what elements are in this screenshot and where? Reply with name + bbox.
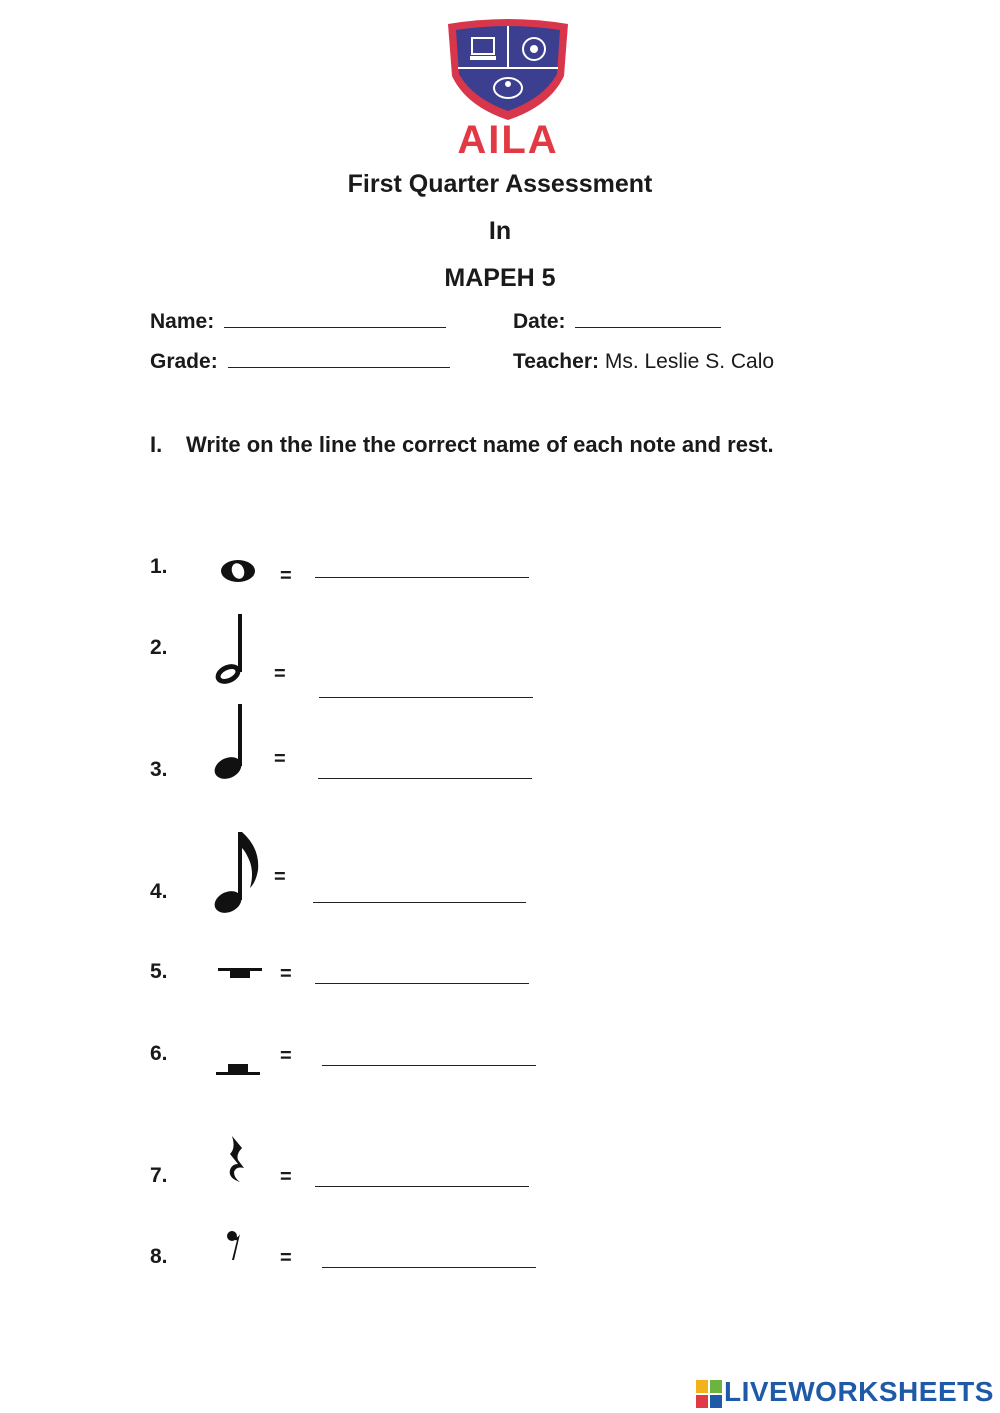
- liveworksheets-logo: [696, 1376, 996, 1412]
- answer-line[interactable]: [322, 1065, 536, 1066]
- item-number: 5.: [150, 960, 168, 983]
- answer-line[interactable]: [322, 1267, 536, 1268]
- equals-sign: =: [280, 565, 292, 587]
- item-number: 3.: [150, 758, 168, 781]
- whole-note-icon: [218, 558, 258, 584]
- liveworksheets-mark-icon: [696, 1380, 722, 1408]
- item-number: 2.: [150, 636, 168, 659]
- date-field: [513, 310, 721, 334]
- section-number: I.: [150, 432, 163, 457]
- crest-icon: [440, 18, 576, 122]
- item-number: 8.: [150, 1245, 168, 1268]
- date-input-line[interactable]: [575, 326, 721, 328]
- school-logo: [440, 18, 576, 162]
- date-label: Date:: [513, 310, 566, 333]
- equals-sign: =: [280, 1045, 292, 1067]
- footer-brand[interactable]: LIVEWORKSHEETS: [724, 1376, 994, 1407]
- teacher-value: Ms. Leslie S. Calo: [604, 350, 775, 373]
- grade-input-line[interactable]: [228, 366, 450, 368]
- item-number: 1.: [150, 555, 168, 578]
- equals-sign: =: [274, 748, 286, 770]
- equals-sign: =: [280, 1247, 292, 1269]
- eighth-rest-icon: [222, 1228, 246, 1262]
- item-number: 4.: [150, 880, 168, 903]
- half-note-icon: [210, 612, 250, 688]
- eighth-note-icon: [208, 830, 264, 918]
- teacher-label: Teacher:: [513, 350, 599, 373]
- equals-sign: =: [280, 963, 292, 985]
- quarter-rest-icon: [224, 1134, 250, 1184]
- logo-text: AILA: [457, 118, 559, 162]
- quarter-note-icon: [208, 702, 248, 782]
- equals-sign: =: [274, 866, 286, 888]
- answer-line[interactable]: [319, 697, 533, 698]
- teacher-field: [513, 350, 774, 374]
- page-subtitle: In: [488, 217, 512, 245]
- answer-line[interactable]: [315, 983, 529, 984]
- name-label: Name:: [150, 310, 215, 333]
- grade-field: [150, 350, 450, 374]
- name-input-line[interactable]: [224, 326, 446, 328]
- item-number: 6.: [150, 1042, 168, 1065]
- answer-line[interactable]: [318, 778, 532, 779]
- name-field: [150, 310, 446, 334]
- half-rest-icon: [214, 1060, 262, 1080]
- item-number: 7.: [150, 1164, 168, 1187]
- grade-label: Grade:: [150, 350, 218, 373]
- equals-sign: =: [280, 1166, 292, 1188]
- section-instruction: Write on the line the correct name of each note and rest.: [186, 432, 774, 457]
- page-title: First Quarter Assessment: [347, 170, 653, 198]
- equals-sign: =: [274, 663, 286, 685]
- answer-line[interactable]: [313, 902, 526, 903]
- answer-line[interactable]: [315, 577, 529, 578]
- whole-rest-icon: [216, 962, 264, 982]
- answer-line[interactable]: [315, 1186, 529, 1187]
- subject-title: MAPEH 5: [444, 264, 556, 292]
